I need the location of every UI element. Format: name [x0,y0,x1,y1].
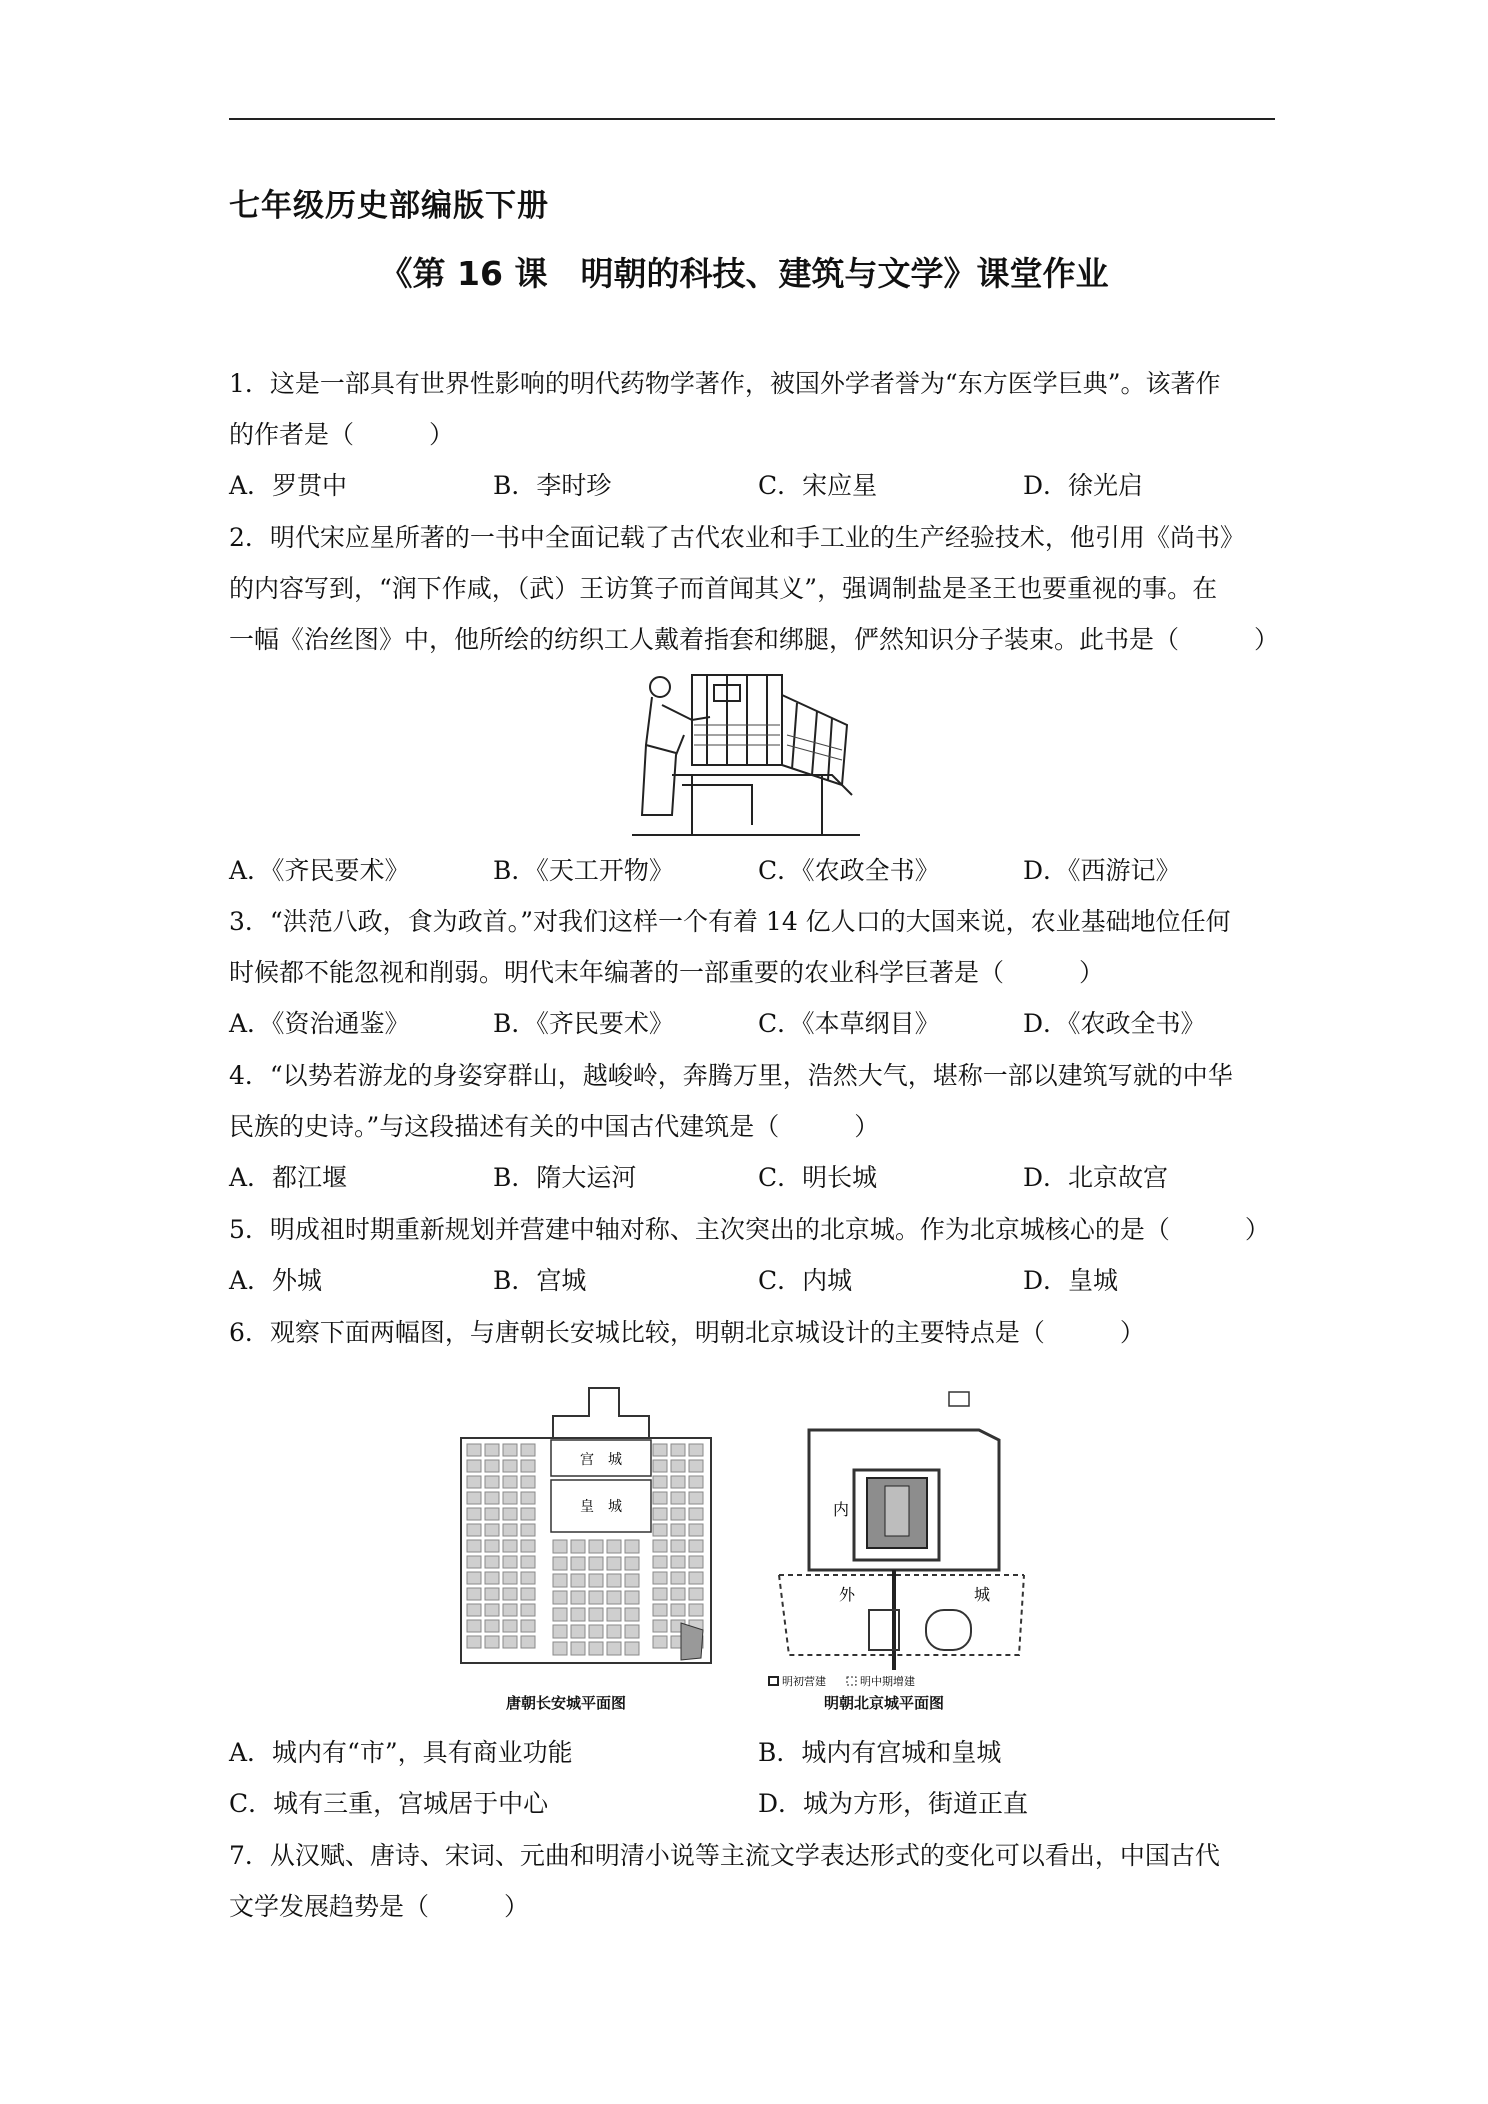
changan-city-block [467,1460,481,1472]
changan-city-block [653,1588,667,1600]
beijing-caption: 明朝北京城平面图 [824,1694,945,1712]
changan-city-block [521,1636,535,1648]
changan-city-block [589,1540,603,1553]
changan-city-block [521,1588,535,1600]
q2-option-c: C．《农政全书》 [758,856,940,885]
changan-city-block [571,1540,585,1553]
changan-city-block [689,1604,703,1616]
changan-city-block [521,1556,535,1568]
changan-city-block [653,1492,667,1504]
q1-line-2: 的作者是（ ） [229,420,455,449]
q1-option-d: D．徐光启 [1023,471,1144,500]
changan-city-block [653,1460,667,1472]
q3-option-d: D．《农政全书》 [1023,1009,1206,1038]
q6-option-d: D．城为方形，街道正直 [758,1789,1029,1818]
changan-city-block [607,1625,621,1638]
changan-city-block [467,1556,481,1568]
changan-city-block [689,1492,703,1504]
q2-option-a: A．《齐民要术》 [229,856,410,885]
changan-city-block [467,1572,481,1584]
beijing-wai-label: 外 [839,1585,856,1604]
changan-city-block [485,1620,499,1632]
changan-city-block [607,1574,621,1587]
q5-option-a: A．外城 [229,1266,323,1295]
changan-city-block [503,1460,517,1472]
changan-city-block [503,1524,517,1536]
q2-line-1: 2．明代宋应星所著的一书中全面记载了古代农业和手工业的生产经验技术，他引用《尚书》 [229,523,1245,552]
q6-option-b: B．城内有宫城和皇城 [758,1738,1002,1767]
changan-city-block [521,1508,535,1520]
changan-city-block [485,1636,499,1648]
q2-line-3: 一幅《治丝图》中，他所绘的纺织工人戴着指套和绑腿，俨然知识分子装束。此书是（ ） [229,625,1280,654]
changan-city-block [625,1591,639,1604]
q5-option-c: C．内城 [758,1266,853,1295]
q5-option-b: B．宫城 [493,1266,587,1295]
changan-city-block [467,1524,481,1536]
beijing-map [749,1390,1049,1690]
changan-city-block [653,1636,667,1648]
changan-city-block [671,1460,685,1472]
changan-city-block [607,1557,621,1570]
changan-city-block [467,1636,481,1648]
changan-city-block [467,1540,481,1552]
beijing-cheng-label: 城 [974,1585,991,1604]
changan-city-block [625,1608,639,1621]
changan-city-block [671,1444,685,1456]
changan-city-block [689,1572,703,1584]
q4-option-b: B．隋大运河 [493,1163,637,1192]
q3-option-c: C．《本草纲目》 [758,1009,940,1038]
q4-option-c: C．明长城 [758,1163,878,1192]
changan-city-block [485,1460,499,1472]
q3-line-1: 3．“洪范八政，食为政首。”对我们这样一个有着 14 亿人口的大国来说，农业基础地位任何 [229,907,1231,936]
changan-city-block [689,1444,703,1456]
changan-city-block [653,1476,667,1488]
changan-city-block [485,1588,499,1600]
changan-city-block [589,1608,603,1621]
changan-city-block [671,1508,685,1520]
changan-city-block [571,1574,585,1587]
q7-line-2: 文学发展趋势是（ ） [229,1892,530,1921]
changan-city-block [467,1492,481,1504]
changan-city-block [653,1444,667,1456]
changan-city-block [625,1574,639,1587]
grade-label: 七年级历史部编版下册 [229,188,549,224]
q6-option-a: A．城内有“市”，具有商业功能 [229,1738,573,1767]
changan-city-block [553,1642,567,1655]
loom-illustration [632,665,860,840]
changan-city-block [467,1604,481,1616]
changan-city-block [503,1636,517,1648]
changan-city-block [521,1620,535,1632]
changan-city-block [521,1492,535,1504]
changan-city-block [671,1604,685,1616]
changan-city-block [553,1574,567,1587]
beijing-nei-label: 内 [833,1500,850,1519]
changan-city-block [571,1642,585,1655]
changan-city-block [653,1620,667,1632]
changan-city-block [653,1572,667,1584]
changan-city-block [671,1540,685,1552]
beijing-legend-2: 明中期增建 [860,1675,915,1688]
changan-city-block [503,1572,517,1584]
changan-city-block [571,1625,585,1638]
changan-city-block [689,1508,703,1520]
changan-city-block [607,1591,621,1604]
changan-city-block [485,1556,499,1568]
changan-city-block [671,1588,685,1600]
changan-city-block [485,1540,499,1552]
q7-line-1: 7．从汉赋、唐诗、宋词、元曲和明清小说等主流文学表达形式的变化可以看出，中国古代 [229,1841,1220,1870]
q2-option-d: D．《西游记》 [1023,856,1181,885]
changan-city-block [607,1642,621,1655]
header-rule [229,118,1275,120]
q4-line-1: 4．“以势若游龙的身姿穿群山，越峻岭，奔腾万里，浩然大气，堪称一部以建筑写就的中华 [229,1061,1233,1090]
page-title: 《第 16 课 明朝的科技、建筑与文学》课堂作业 [379,254,1109,293]
q4-option-a: A．都江堰 [229,1163,348,1192]
q5-option-d: D．皇城 [1023,1266,1119,1295]
changan-city-block [485,1604,499,1616]
changan-city-block [653,1556,667,1568]
changan-city-block [653,1540,667,1552]
changan-city-block [589,1557,603,1570]
changan-city-block [467,1476,481,1488]
q3-line-2: 时候都不能忽视和削弱。明代末年编著的一部重要的农业科学巨著是（ ） [229,958,1105,987]
changan-city-block [625,1557,639,1570]
q4-option-d: D．北京故宫 [1023,1163,1169,1192]
changan-city-block [671,1492,685,1504]
changan-city-block [689,1524,703,1536]
changan-map [441,1368,731,1688]
q6-option-c: C．城有三重，宫城居于中心 [229,1789,549,1818]
q1-option-b: B．李时珍 [493,471,612,500]
changan-city-block [553,1608,567,1621]
changan-city-block [503,1604,517,1616]
changan-city-block [571,1591,585,1604]
q1-option-a: A．罗贯中 [229,471,348,500]
changan-city-block [625,1642,639,1655]
changan-city-block [653,1604,667,1616]
changan-city-block [607,1608,621,1621]
changan-city-block [689,1588,703,1600]
changan-city-block [503,1556,517,1568]
changan-city-block [671,1476,685,1488]
changan-city-block [653,1524,667,1536]
changan-city-block [485,1508,499,1520]
changan-city-block [485,1444,499,1456]
changan-city-block [485,1572,499,1584]
q2-line-2: 的内容写到，“润下作咸，（武）王访箕子而首闻其义”，强调制盐是圣王也要重视的事。在 [229,574,1218,603]
changan-city-block [589,1574,603,1587]
changan-city-block [553,1557,567,1570]
changan-huang-label: 皇 城 [580,1499,622,1515]
changan-city-block [653,1508,667,1520]
changan-city-block [571,1557,585,1570]
changan-city-block [503,1444,517,1456]
changan-city-block [689,1460,703,1472]
changan-city-block [503,1492,517,1504]
changan-city-block [503,1588,517,1600]
changan-city-block [589,1642,603,1655]
changan-city-block [625,1540,639,1553]
changan-city-block [503,1620,517,1632]
q3-option-b: B．《齐民要术》 [493,1009,674,1038]
changan-city-block [607,1540,621,1553]
changan-city-block [689,1476,703,1488]
changan-city-block [521,1524,535,1536]
changan-city-block [521,1572,535,1584]
changan-city-block [467,1588,481,1600]
changan-city-block [571,1608,585,1621]
changan-city-block [671,1524,685,1536]
changan-city-block [503,1508,517,1520]
changan-city-block [503,1476,517,1488]
changan-city-block [521,1604,535,1616]
changan-city-block [467,1444,481,1456]
q6-line-1: 6．观察下面两幅图，与唐朝长安城比较，明朝北京城设计的主要特点是（ ） [229,1318,1145,1347]
changan-city-block [467,1620,481,1632]
q4-line-2: 民族的史诗。”与这段描述有关的中国古代建筑是（ ） [229,1112,880,1141]
changan-city-block [521,1460,535,1472]
changan-city-block [689,1556,703,1568]
changan-city-block [485,1476,499,1488]
changan-city-block [671,1572,685,1584]
q1-line-1: 1．这是一部具有世界性影响的明代药物学著作，被国外学者誉为“东方医学巨典”。该著作 [229,369,1221,398]
changan-gong-label: 宫 城 [580,1452,622,1468]
q2-option-b: B．《天工开物》 [493,856,674,885]
changan-city-block [503,1540,517,1552]
changan-caption: 唐朝长安城平面图 [506,1694,627,1712]
beijing-legend-1: 明初营建 [782,1675,826,1688]
changan-city-block [589,1625,603,1638]
changan-city-block [521,1476,535,1488]
changan-city-block [521,1540,535,1552]
changan-city-block [485,1524,499,1536]
changan-city-block [625,1625,639,1638]
changan-city-block [689,1540,703,1552]
changan-city-block [521,1444,535,1456]
q1-option-c: C．宋应星 [758,471,878,500]
changan-city-block [553,1591,567,1604]
changan-city-block [589,1591,603,1604]
changan-city-block [553,1625,567,1638]
changan-city-block [485,1492,499,1504]
q3-option-a: A．《资治通鉴》 [229,1009,410,1038]
changan-city-block [467,1508,481,1520]
changan-city-block [553,1540,567,1553]
q5-line-1: 5．明成祖时期重新规划并营建中轴对称、主次突出的北京城。作为北京城核心的是（ ） [229,1215,1270,1244]
changan-city-block [671,1556,685,1568]
